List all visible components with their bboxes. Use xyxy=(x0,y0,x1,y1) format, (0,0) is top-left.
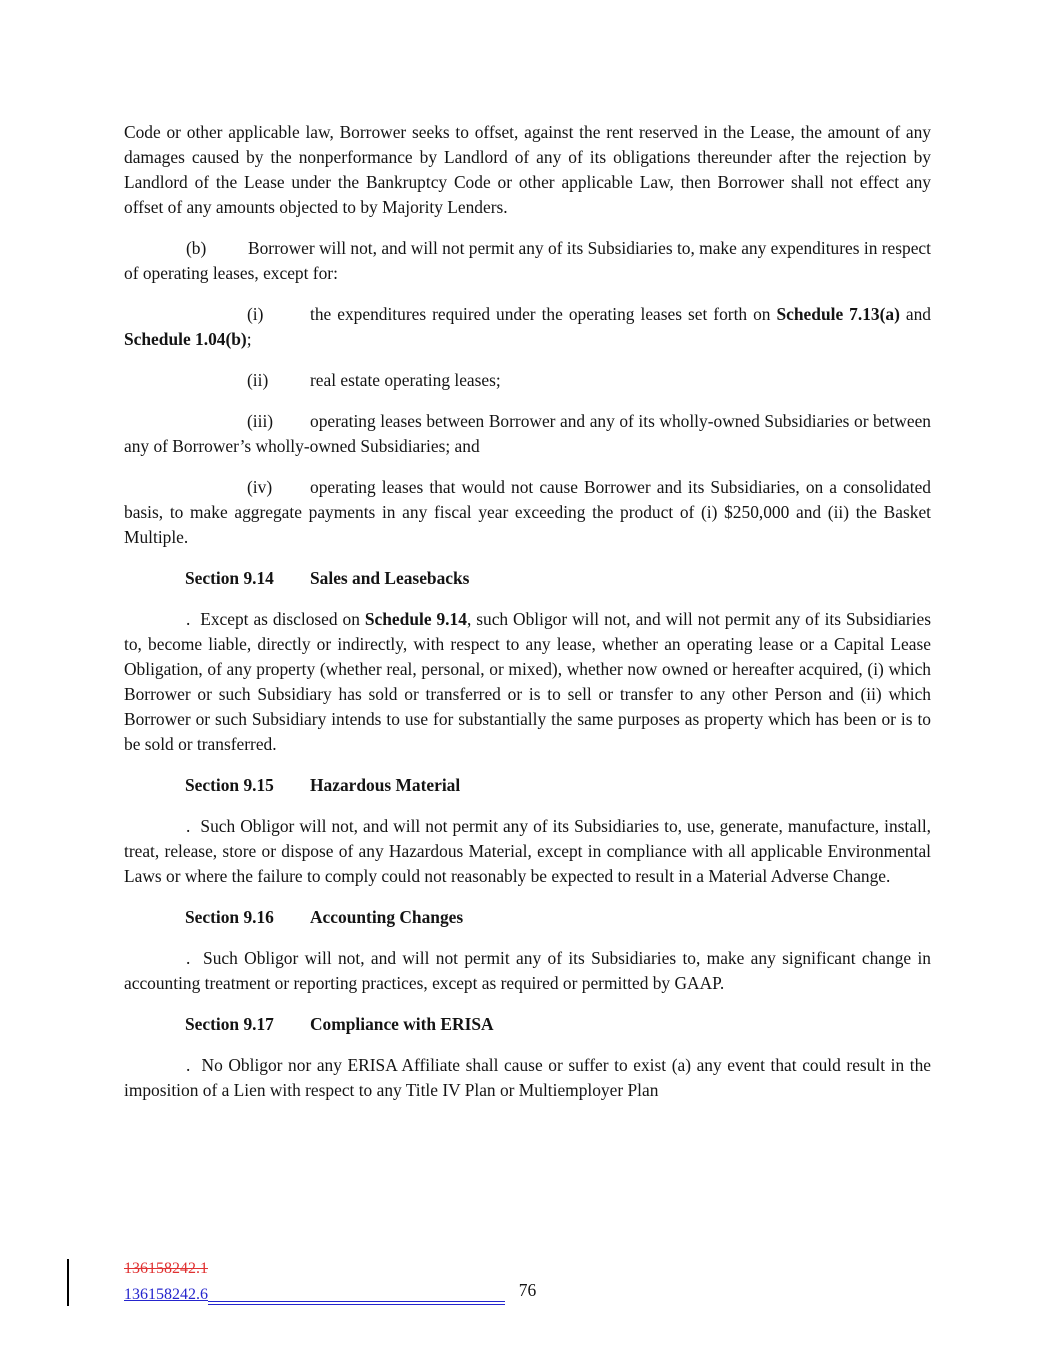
para-section-9-17 xyxy=(124,1053,931,1103)
para-section-9-16-text: . Such Obligor will not, and will not permit any of its Subsidiaries to, make any significant change in accounting treatment or reporting practices, except as required or permitted by GAAP. xyxy=(124,948,931,993)
clause-b-i xyxy=(124,302,931,352)
footer-doc-id-inserted: 136158242.6 xyxy=(124,1286,208,1303)
clause-b-ii-text: real estate operating leases; xyxy=(310,370,501,390)
clause-b-label: (b) xyxy=(186,238,207,258)
para-lease-offset-continuation-text: Code or other applicable law, Borrower seeks to offset, against the rent reserved in the Lease, the amount of any damages caused by the nonperformance by Landlord of any of its obligations thereunder after the rejection by Landlord of the Lease under the Bankruptcy Code or other applicable Law, then Borrower shall not effect any offset of any amounts objected to by Majority Lenders. xyxy=(124,122,931,217)
clause-b-iii xyxy=(124,409,931,459)
para-section-9-16 xyxy=(124,946,931,996)
heading-section-9-14 xyxy=(124,566,931,591)
para-section-9-17-text: . No Obligor nor any ERISA Affiliate shall cause or suffer to exist (a) any event that could result in the imposition of a Lien with respect to any Title IV Plan or Multiemployer Plan xyxy=(124,1055,931,1100)
heading-section-9-14-text: Sales and Leasebacks xyxy=(310,568,470,588)
heading-section-9-16-text: Accounting Changes xyxy=(310,907,464,927)
page-number: 76 xyxy=(518,1280,537,1300)
para-section-9-15 xyxy=(124,814,931,889)
heading-section-9-17-text: Compliance with ERISA xyxy=(310,1014,494,1034)
clause-b-text: Borrower will not, and will not permit any of its Subsidiaries to, make any expenditures in respect of operating leases, except for: xyxy=(124,238,931,283)
document-body xyxy=(124,120,931,1103)
para-lease-offset-continuation xyxy=(124,120,931,220)
clause-b-i-text: Schedule 7.13(a) xyxy=(776,304,900,324)
para-section-9-14 xyxy=(124,607,931,757)
clause-b xyxy=(124,236,931,286)
clause-b-iv-label: (iv) xyxy=(247,477,273,497)
clause-b-iv xyxy=(124,475,931,550)
footer-underline-rule xyxy=(208,1301,505,1305)
clause-b-i-text: ; xyxy=(246,329,252,349)
clause-b-i-text: and xyxy=(899,304,931,324)
clause-b-ii xyxy=(124,368,931,393)
para-section-9-14-text: . Except as disclosed on xyxy=(186,609,365,629)
clause-b-iii-text: operating leases between Borrower and any of its wholly-owned Subsidiaries or between any of Borrower’s wholly-owned Subsidiaries; and xyxy=(124,411,931,456)
para-section-9-14-text: Schedule 9.14 xyxy=(364,609,467,629)
para-section-9-14-text: , such Obligor will not, and will not permit any of its Subsidiaries to, become liable, directly or indirectly, with respect to any lease, whether an operating lease or a Capital Lease Obligation, of any property (whether real, personal, or mixed), whether now owned or hereafter acquired, (i) which Borrower or such Subsidiary has sold or transferred or is to sell or transfer to any other Person and (ii) which Borrower or such Subsidiary intends to use for substantially the same purposes as property which has been or is to be sold or transferred. xyxy=(124,609,931,754)
para-section-9-15-text: . Such Obligor will not, and will not permit any of its Subsidiaries to, use, generate, manufacture, install, treat, release, store or dispose of any Hazardous Material, except in compliance with all applicable Environmental Laws or where the failure to comply could not reasonably be expected to result in a Material Adverse Change. xyxy=(124,816,931,886)
clause-b-ii-label: (ii) xyxy=(247,370,269,390)
clause-b-i-text: Schedule 1.04(b) xyxy=(124,329,247,349)
clause-b-i-text: the expenditures required under the operating leases set forth on xyxy=(310,304,777,324)
heading-section-9-17 xyxy=(124,1012,931,1037)
heading-section-9-17-label: Section 9.17 xyxy=(185,1014,274,1034)
clause-b-i-label: (i) xyxy=(247,304,264,324)
heading-section-9-16-label: Section 9.16 xyxy=(185,907,274,927)
clause-b-iii-label: (iii) xyxy=(247,411,274,431)
footer-doc-id-deleted: 136158242.1 xyxy=(124,1260,208,1277)
heading-section-9-14-label: Section 9.14 xyxy=(185,568,274,588)
heading-section-9-15-label: Section 9.15 xyxy=(185,775,274,795)
heading-section-9-15-text: Hazardous Material xyxy=(310,775,461,795)
heading-section-9-16 xyxy=(124,905,931,930)
clause-b-iv-text: operating leases that would not cause Borrower and its Subsidiaries, on a consolidated basis, to make aggregate payments in any fiscal year exceeding the product of (i) $250,000 and (ii) the Basket Multiple. xyxy=(124,477,931,547)
heading-section-9-15 xyxy=(124,773,931,798)
